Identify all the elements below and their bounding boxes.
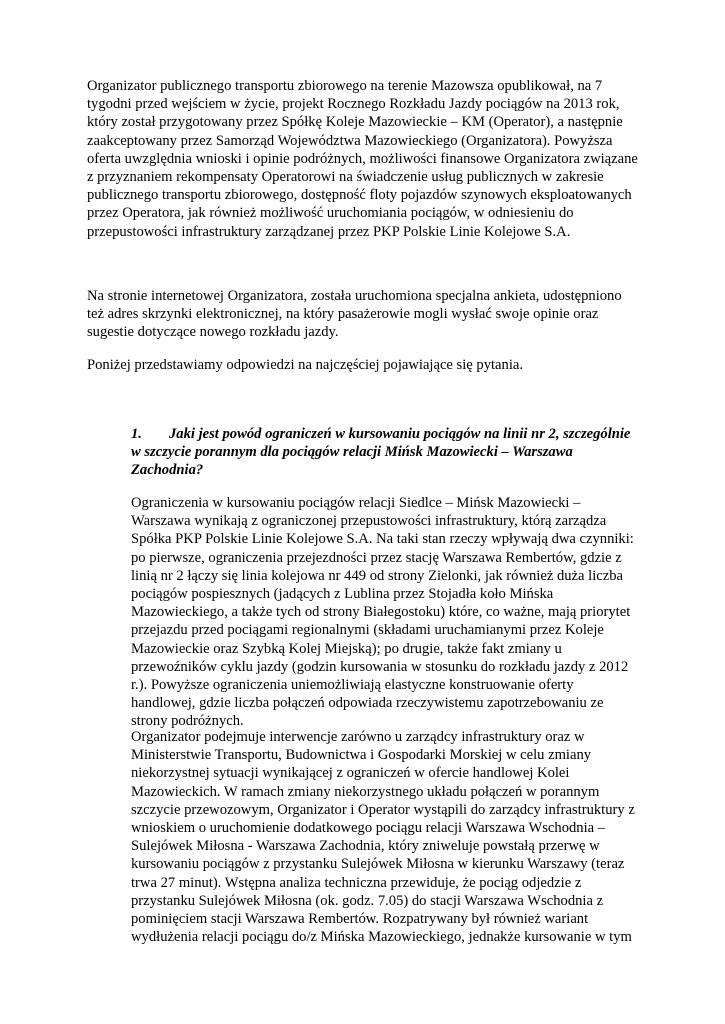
answers-intro-paragraph — [87, 356, 523, 374]
question-number: 1. — [131, 426, 142, 442]
answer-line: po pierwsze, ograniczenia przejezdności przez stację Warszawa Rembertów, gdzie z — [131, 549, 622, 566]
question-line — [131, 425, 630, 443]
answer-line: kursowaniu pociągów z przystanku Sulejówek Miłosna w kierunku Warszawy (teraz — [131, 856, 625, 873]
answer-line: wydłużenia relacji pociągu do/z Mińska Mazowieckiego, jednakże kursowanie w tym — [131, 929, 632, 946]
answer-line: Warszawa wynikają z ograniczonej przepustowości infrastruktury, którą zarządza — [131, 513, 607, 530]
survey-line: też adres skrzynki elektronicznej, na który pasażerowie mogli wysłać swoje opinie oraz — [87, 306, 599, 323]
answer-line: szczycie przewozowym, Organizator i Operator wystąpili do zarządcy infrastruktury z — [131, 801, 635, 818]
answer-line: pociągów pospiesznych (jadących z Lublina przez Stojadła koło Mińska — [131, 586, 554, 603]
answer-line: Mazowieckich. W ramach zmiany niekorzystnego układu połączeń w porannym — [131, 783, 600, 800]
answer-line: Ministerstwie Transportu, Budownictwa i Gospodarki Morskiej w celu zmiany — [131, 747, 592, 764]
answer-line: strony podróżnych. — [131, 713, 244, 730]
answers-intro-line: Poniżej przedstawiamy odpowiedzi na najczęściej pojawiające się pytania. — [87, 357, 524, 373]
intro-line: z przyznaniem rekompensaty Operatorowi na świadczenie usług publicznych w zakresie — [87, 169, 604, 186]
intro-line: przepustowości infrastruktury zarządzanej przez PKP Polskie Linie Kolejowe S.A. — [87, 223, 571, 240]
answer-line: trwa 27 minut). Wstępna analiza techniczna przewiduje, że pociąg odjedzie z — [131, 874, 582, 891]
answer-line: przejazdu przed pociągami regionalnymi (składami uruchamianymi przez Koleje — [131, 622, 604, 639]
intro-line: oferta uwzględnia wnioski i opinie podróżnych, możliwości finansowe Organizatora związane — [87, 150, 638, 167]
answer-line: niekorzystnej sytuacji wynikającej z ograniczeń w ofercie handlowej Kolei — [131, 765, 570, 782]
question-line: Zachodnia? — [131, 462, 204, 479]
answer-line: Ograniczenia w kursowaniu pociągów relacji Siedlce – Mińsk Mazowiecki – — [131, 495, 581, 511]
answer-line: Spółka PKP Polskie Linie Kolejowe S.A. Na taki stan rzeczy wpływają dwa czynniki: — [131, 531, 634, 548]
survey-line: Na stronie internetowej Organizatora, została uruchomiona specjalna ankieta, udostępniono — [87, 288, 622, 304]
answer-line: Mazowieckiego, a także tych od strony Białegostoku) które, co ważne, mają priorytet — [131, 604, 631, 621]
answer-1-paragraph-1 — [131, 494, 634, 731]
survey-line: sugestie dotyczące nowego rozkładu jazdy. — [87, 324, 339, 341]
question-1 — [131, 425, 630, 480]
answer-line: Organizator podejmuje interwencje zarówno u zarządcy infrastruktury oraz w — [131, 729, 585, 745]
intro-paragraph — [87, 77, 638, 241]
answer-1-paragraph-2 — [131, 728, 635, 946]
answer-line: przystanku Sulejówek Miłosna (ok. godz. 7.05) do stacji Warszawa Wschodnia z — [131, 892, 604, 909]
answer-line: Sulejówek Miłosna - Warszawa Zachodnia, który zniweluje powstałą przerwę w — [131, 838, 600, 855]
answer-line: wnioskiem o uruchomienie dodatkowego pociągu relacji Warszawa Wschodnia – — [131, 820, 606, 837]
answer-line: przewoźników cyklu jazdy (godzin kursowania w stosunku do rozkładu jazdy z 2012 — [131, 658, 629, 675]
answer-line: Mazowieckie oraz Szybką Kolej Miejską); po drugie, także fakt zmiany u — [131, 640, 562, 657]
intro-line: Organizator publicznego transportu zbiorowego na terenie Mazowsza opublikował, na 7 — [87, 78, 603, 94]
intro-line: przez Operatora, jak również możliwość uruchomiania pociągów, w odniesieniu do — [87, 205, 574, 222]
intro-line: zaakceptowany przez Samorząd Województwa Mazowieckiego (Organizatora). Powyższa — [87, 132, 613, 149]
intro-line: który został przygotowany przez Spółkę Koleje Mazowieckie – KM (Operator), a następnie — [87, 114, 623, 131]
answer-line: handlowej, gdzie liczba połączeń odpowiada rzeczywistemu zapotrzebowaniu ze — [131, 695, 604, 712]
intro-line: tygodni przed wejściem w życie, projekt Rocznego Rozkładu Jazdy pociągów na 2013 rok, — [87, 96, 620, 113]
question-line: w szczycie porannym dla pociągów relacji Mińsk Mazowiecki – Warszawa — [131, 444, 573, 461]
intro-line: publicznego transportu zbiorowego, dostępność floty pojazdów szynowych eksploatowanych — [87, 187, 632, 204]
survey-paragraph — [87, 287, 622, 342]
question-text: Jaki jest powód ograniczeń w kursowaniu pociągów na linii nr 2, szczególnie — [169, 426, 631, 442]
answer-line: r.). Powyższe ograniczenia uniemożliwiają elastyczne konstruowanie oferty — [131, 677, 574, 694]
answer-line: linią nr 2 łączy się linia kolejowa nr 449 od strony Zielonki, jak również duża liczba — [131, 567, 623, 584]
answer-line: pominięciem stacji Warszawa Rembertów. Rozpatrywany był również wariant — [131, 911, 589, 928]
